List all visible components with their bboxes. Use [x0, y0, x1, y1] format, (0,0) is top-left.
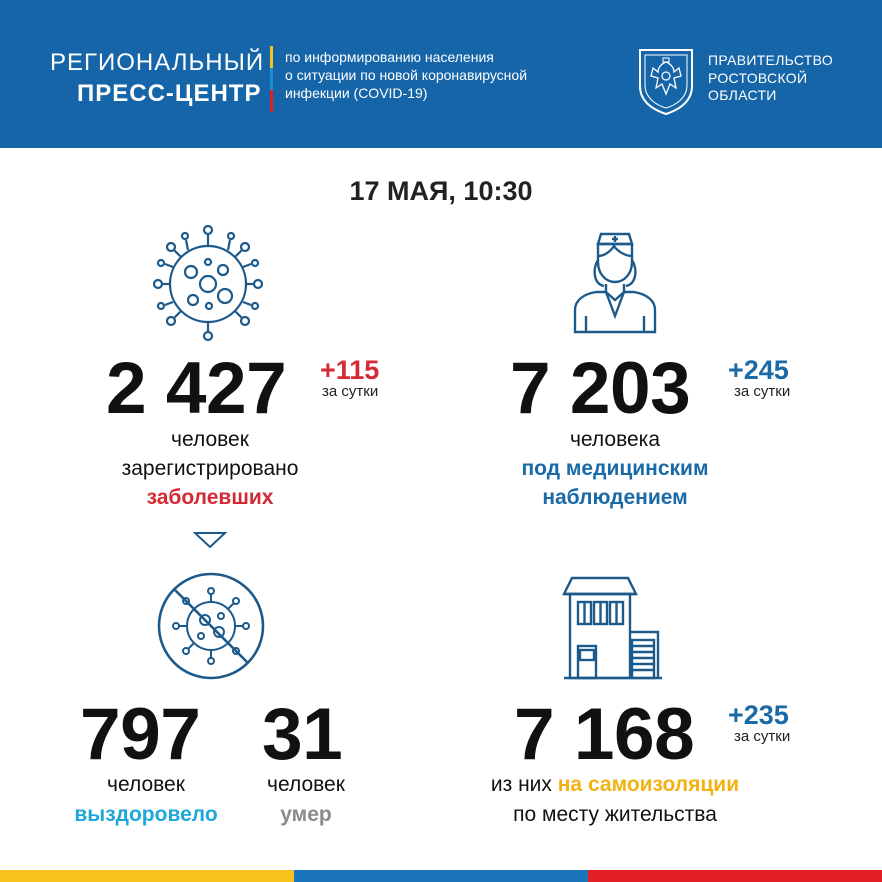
- header-gov-line2: РОСТОВСКОЙ: [708, 69, 808, 86]
- monitoring-per-day: за сутки: [734, 383, 791, 400]
- isolation-label-highlight: на самоизоляции: [557, 773, 740, 796]
- cases-per-day: за сутки: [322, 383, 379, 400]
- monitoring-label-line3: наблюдением: [542, 486, 688, 509]
- no-virus-icon: [155, 570, 267, 682]
- report-date: 17 МАЯ, 10:30: [349, 176, 533, 206]
- isolation-per-day: за сутки: [734, 728, 791, 745]
- cases-label-line1: человек: [171, 428, 249, 451]
- recovered-label-line2: выздоровело: [74, 803, 218, 826]
- header-gov-line1: ПРАВИТЕЛЬСТВО: [708, 52, 834, 68]
- header-gov-line3: ОБЛАСТИ: [708, 87, 777, 103]
- cases-label-line3: заболевших: [146, 486, 274, 509]
- monitoring-label-line2: под медицинским: [521, 457, 709, 480]
- header-title-line2: ПРЕСС-ЦЕНТР: [77, 80, 262, 107]
- isolation-label-line2: по месту жительства: [513, 803, 717, 826]
- died-label-line2: умер: [280, 803, 332, 826]
- header-description: [285, 48, 605, 102]
- cases-total: 2 427: [106, 348, 287, 429]
- recovered-total: 797: [80, 694, 201, 775]
- died-total: 31: [262, 694, 343, 775]
- isolation-label-prefix: из них: [490, 773, 552, 796]
- isolation-label-line1: [440, 770, 790, 800]
- monitoring-total: 7 203: [510, 348, 691, 429]
- bottom-tricolor-bar: [0, 870, 882, 882]
- isolation-delta: +235: [728, 700, 789, 730]
- header-government: [708, 52, 833, 105]
- header-desc-line1: по информированию населения: [285, 49, 494, 65]
- header-tricolor-divider: [270, 46, 273, 112]
- monitoring-label-line1: человека: [569, 428, 661, 451]
- died-label-line1: человек: [267, 773, 345, 796]
- header-desc-line3: инфекции (COVID-19): [285, 85, 428, 101]
- cases-label-line2: зарегистрировано: [121, 457, 299, 480]
- house-icon: [562, 574, 664, 680]
- monitoring-delta: +245: [728, 355, 789, 385]
- header: [0, 0, 882, 148]
- header-desc-line2: о ситуации по новой коронавирусной: [285, 67, 528, 83]
- triangle-down-icon: [193, 531, 227, 549]
- virus-icon: [153, 222, 263, 342]
- isolation-total: 7 168: [514, 694, 695, 775]
- coat-of-arms-icon: [636, 46, 696, 116]
- cases-delta: +115: [320, 355, 380, 385]
- header-title-line1: РЕГИОНАЛЬНЫЙ: [50, 49, 265, 76]
- nurse-icon: [570, 230, 660, 335]
- recovered-label-line1: человек: [107, 773, 185, 796]
